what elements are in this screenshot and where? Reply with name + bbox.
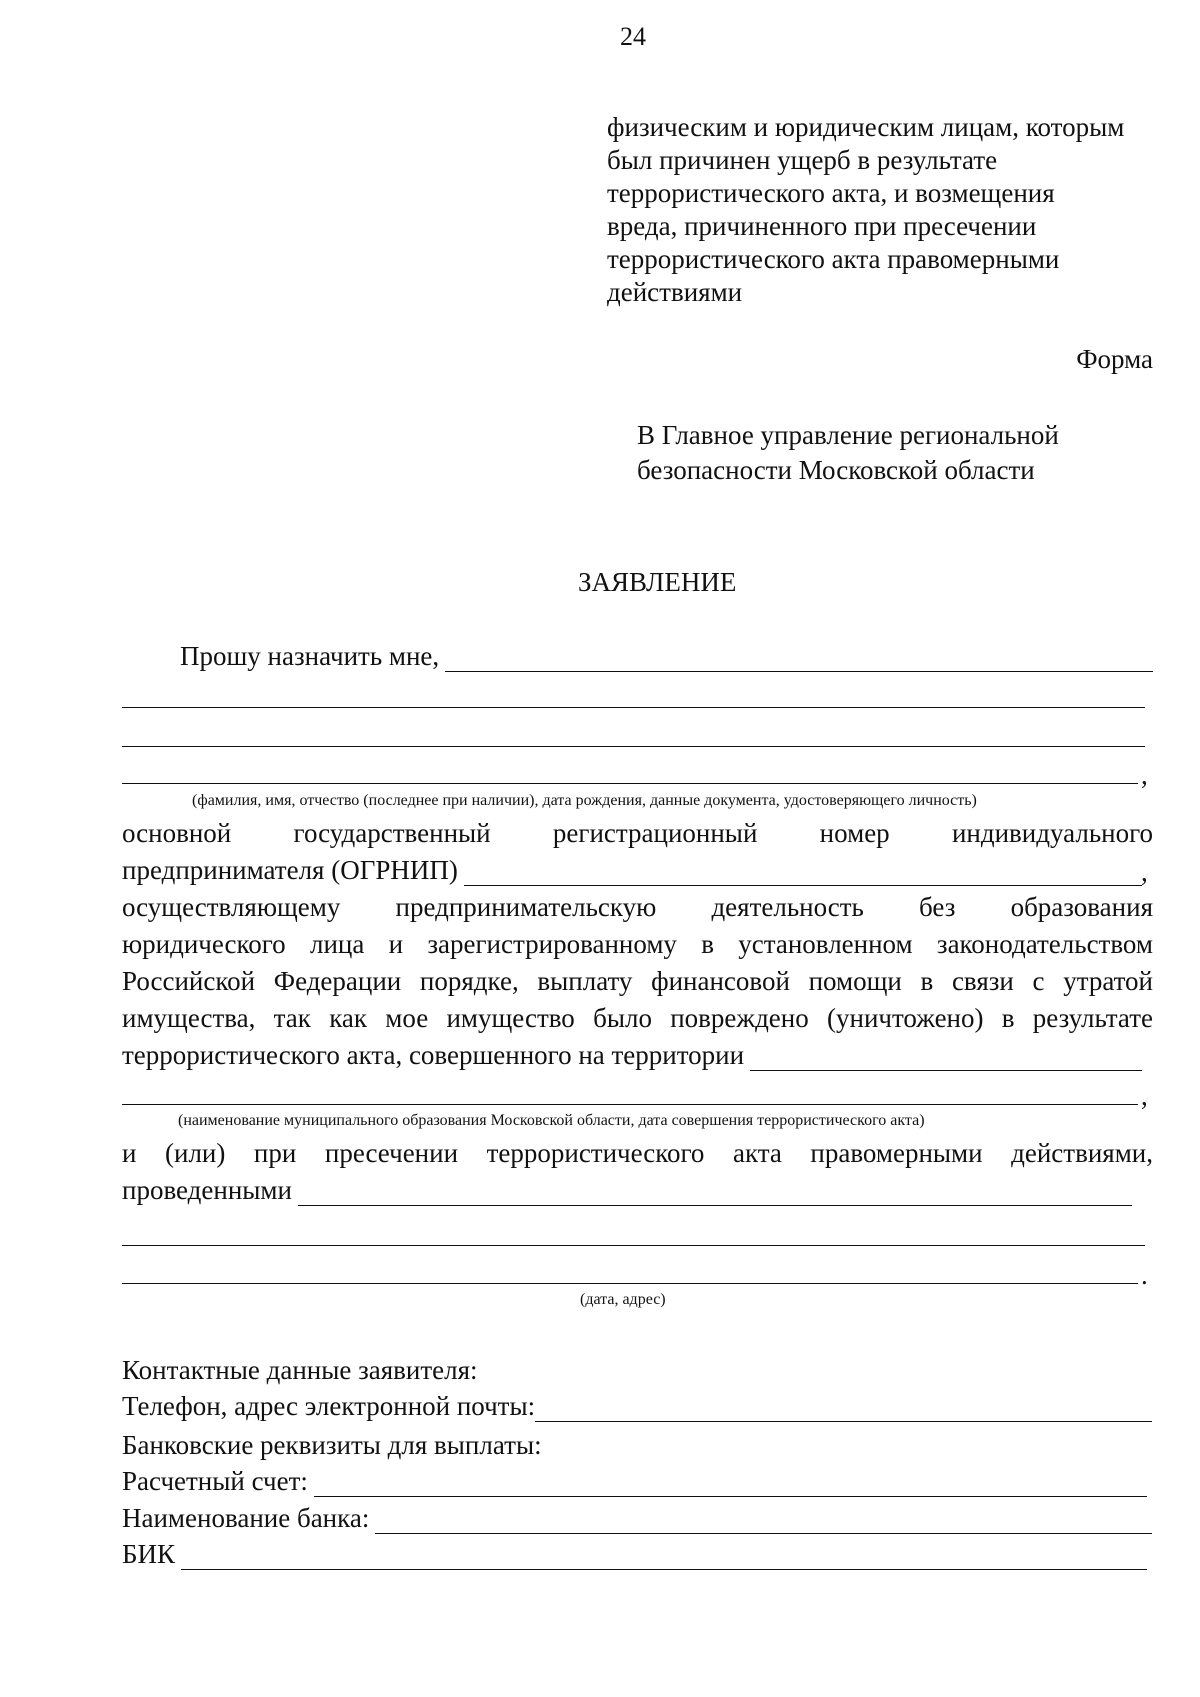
form-label: Форма [1076,344,1153,374]
phone-email-field[interactable] [535,1397,1152,1422]
conducted-field-line-2[interactable] [122,1245,1145,1246]
page-number: 24 [620,22,646,51]
body-line-5: Российской Федерации порядке, выплату финансовой помощи в связи с утратой [122,966,1153,996]
bank-name-line [122,1503,1152,1534]
body-line-6: имущества, так как мое имущество было повреждено (уничтожено) в результате [122,1003,1153,1033]
account-label: Расчетный счет: [122,1466,308,1496]
appendix-header-line: вреда, причиненного при пресечении [607,211,1037,241]
request-intro: Прошу назначить мне, [180,641,440,671]
caption-person: (фамилия, имя, отчество (последнее при наличии), дата рождения, данные документа, удостоверяющего личность) [192,792,977,809]
caption-date-address: (дата, адрес) [580,1291,666,1308]
contacts-heading: Контактные данные заявителя: [122,1355,478,1385]
comma: , [1141,760,1148,790]
addressee-line: безопасности Московской области [637,455,1035,485]
body-line-3: осуществляющему предпринимательскую деятельность без образования [122,892,1153,922]
conducted-label: проведенными [122,1175,292,1205]
applicant-field-line-3[interactable] [122,746,1145,747]
request-line [180,641,1153,672]
caption-municipality: (наименование муниципального образования Московской области, дата совершения террористического акта) [178,1112,925,1129]
appendix-header [607,112,1124,308]
bik-field[interactable] [181,1545,1147,1570]
account-line [122,1466,1147,1497]
conducted-field-line-3[interactable] [122,1283,1138,1284]
body-line-4: юридического лица и зарегистрированному в установленном законодательством [122,929,1153,959]
account-field[interactable] [314,1472,1147,1497]
applicant-field-line-4[interactable] [122,783,1138,784]
conducted-field[interactable] [298,1181,1132,1206]
appendix-header-line: действиями [607,277,743,307]
bank-name-label: Наименование банка: [122,1503,370,1533]
territory-field[interactable] [750,1046,1142,1071]
appendix-header-line: физическим и юридическим лицам, которым [607,112,1125,142]
bik-line [122,1539,1147,1570]
applicant-field-line-2[interactable] [122,707,1145,708]
appendix-header-line: террористического акта правомерными [607,244,1060,274]
phone-email-label: Телефон, адрес электронной почты: [122,1391,536,1421]
addressee [637,420,1059,486]
appendix-header-line: террористического акта, и возмещения [607,178,1055,208]
ogrnip-label: предпринимателя (ОГРНИП) [122,855,458,885]
phone-email-line [122,1391,1152,1422]
territory-label: террористического акта, совершенного на территории [122,1040,745,1070]
suppression-line: и (или) при пресечении террористического акта правомерными действиями, [122,1138,1153,1168]
bik-label: БИК [122,1539,176,1569]
applicant-field[interactable] [445,647,1153,672]
period: . [1141,1260,1148,1290]
bank-details-heading: Банковские реквизиты для выплаты: [122,1430,542,1460]
conducted-line [122,1175,1132,1206]
comma: , [1141,857,1148,887]
document-title: ЗАЯВЛЕНИЕ [578,567,737,597]
appendix-header-line: был причинен ущерб в результате [607,145,998,175]
territory-line [122,1040,1142,1071]
bank-name-field[interactable] [375,1509,1152,1534]
comma: , [1141,1081,1148,1111]
municipality-field[interactable] [122,1104,1138,1105]
ogrnip-line [122,855,1142,886]
addressee-line: В Главное управление региональной [637,420,1059,450]
ogrnip-field[interactable] [464,861,1142,886]
body-line-1: основной государственный регистрационный номер индивидуального [122,818,1153,848]
